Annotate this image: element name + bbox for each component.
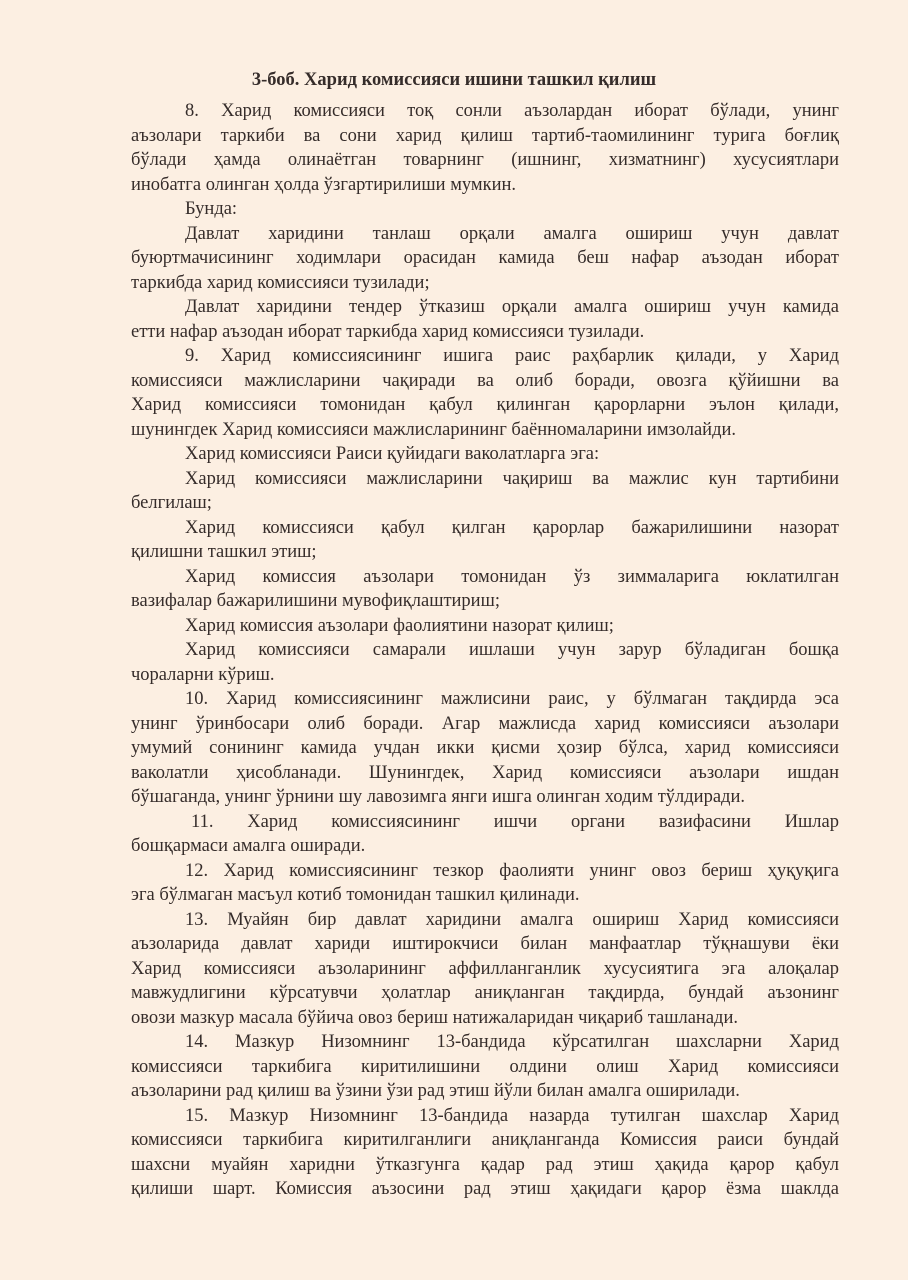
paragraph — [131, 908, 839, 1031]
text-line: бўлади ҳамда олинаётган товарнинг (ишнинг, хизматнинг) хусусиятлари — [131, 150, 839, 170]
paragraph — [131, 99, 839, 197]
text-line: 10. Харид комиссиясининг мажлисини раис, у бўлмаган тақдирда эса — [185, 689, 839, 709]
text-line: 15. Мазкур Низомнинг 13-бандида назарда тутилган шахслар Харид — [185, 1105, 839, 1126]
paragraph — [131, 222, 839, 296]
paragraph — [131, 638, 839, 687]
paragraph — [131, 516, 839, 565]
text-line: Бунда: — [185, 199, 238, 219]
paragraph — [131, 344, 839, 442]
text-line: аъзолари таркиби ва сони харид қилиш тартиб-таомилининг турига боғлиқ — [131, 125, 839, 146]
text-line: 9. Харид комиссиясининг ишига раис раҳбарлик қилади, у Харид — [185, 346, 839, 366]
text-line: комиссияси таркибига киритилганлиги аниқланганда Комиссия раиси бундай — [131, 1130, 839, 1150]
text-line: комиссияси таркибига киритилишини олдини олиш Харид комиссияси — [131, 1056, 839, 1077]
text-line: белгилаш; — [131, 493, 212, 513]
text-line: 13. Муайян бир давлат харидини амалга ошириш Харид комиссияси — [185, 909, 839, 930]
paragraph — [131, 295, 839, 344]
chapter-title: 3-боб. Харид комиссияси ишини ташкил қилиш — [251, 70, 657, 90]
text-line: унинг ўринбосари олиб боради. Агар мажлисда харид комиссияси аъзолари — [131, 713, 839, 734]
text-line: Харид комиссияси томонидан қабул қилинган қарорларни эълон қилади, — [131, 395, 839, 415]
text-line: Харид комиссияси қабул қилган қарорлар бажарилишини назорат — [185, 517, 839, 538]
text-line: бўшаганда, унинг ўрнини шу лавозимга янги ишга олинган ходим тўлдиради. — [131, 787, 745, 807]
text-line: 8. Харид комиссияси тоқ сонли аъзолардан иборат бўлади, унинг — [185, 101, 839, 121]
text-line: инобатга олинган ҳолда ўзгартирилиши мумкин. — [131, 174, 517, 195]
document-body — [131, 99, 839, 1202]
text-line: Харид комиссияси аъзоларининг аффилланганлик хусусиятига эга алоқалар — [131, 958, 839, 979]
text-line: 12. Харид комиссиясининг тезкор фаолияти унинг овоз бериш ҳуқуқига — [185, 860, 839, 881]
paragraph — [131, 467, 839, 516]
text-line: таркибда харид комиссияси тузилади; — [131, 272, 430, 293]
paragraph — [131, 687, 839, 810]
text-line: Харид комиссия аъзолари фаолиятини назорат қилиш; — [185, 615, 614, 636]
text-line: Давлат харидини танлаш орқали амалга ошириш учун давлат — [185, 223, 839, 244]
text-line: буюртмачисининг ходимлари орасидан камида беш нафар аъзодан иборат — [131, 248, 839, 268]
text-line: Харид комиссияси Раиси қуйидаги ваколатларга эга: — [185, 444, 600, 464]
text-line: комиссияси мажлисларини чақиради ва олиб боради, овозга қўйишни ва — [131, 370, 839, 391]
text-line: бошқармаси амалга оширади. — [131, 836, 366, 856]
text-line: 11. Харид комиссиясининг ишчи органи вазифасини Ишлар — [191, 811, 839, 832]
paragraph — [131, 859, 839, 908]
text-line: шунингдек Харид комиссияси мажлисларининг баённомаларини имзолайди. — [131, 419, 737, 440]
text-line: овози мазкур масала бўйича овоз бериш натижаларидан чиқариб ташланади. — [131, 1007, 738, 1028]
text-line: умумий сонининг камида учдан икки қисми ҳозир бўлса, харид комиссияси — [131, 738, 839, 758]
paragraph — [131, 565, 839, 614]
paragraph — [131, 614, 839, 639]
text-line: қилишни ташкил этиш; — [131, 542, 317, 562]
text-line: Харид комиссияси мажлисларини чақириш ва мажлис кун тартибини — [185, 468, 839, 489]
paragraph — [131, 810, 839, 859]
paragraph — [131, 197, 839, 222]
text-line: аъзоларини рад қилиш ва ўзини ўзи рад этиш йўли билан амалга оширилади. — [131, 1081, 740, 1101]
text-line: вазифалар бажарилишини мувофиқлаштириш; — [131, 591, 500, 611]
text-line: етти нафар аъзодан иборат таркибда харид комиссияси тузилади. — [131, 321, 645, 342]
paragraph — [131, 1030, 839, 1104]
text-line: Давлат харидини тендер ўтказиш орқали амалга ошириш учун камида — [185, 297, 839, 317]
text-line: мавжудлигини кўрсатувчи ҳолатлар аниқланган тақдирда, бундай аъзонинг — [131, 983, 839, 1003]
text-line: чораларни кўриш. — [131, 664, 275, 685]
text-line: ваколатли ҳисобланади. Шунингдек, Харид комиссияси аъзолари ишдан — [131, 762, 839, 783]
paragraph — [131, 1104, 839, 1202]
text-line: қилиши шарт. Комиссия аъзосини рад этиш ҳақидаги қарор ёзма шаклда — [131, 1179, 839, 1199]
text-line: аъзоларида давлат хариди иштирокчиси билан манфаатлар тўқнашуви ёки — [131, 934, 839, 954]
text-line: Харид комиссия аъзолари томонидан ўз зиммаларига юклатилган — [185, 566, 839, 587]
text-line: 14. Мазкур Низомнинг 13-бандида кўрсатилган шахсларни Харид — [185, 1032, 839, 1052]
text-line: шахсни муайян харидни ўтказгунга қадар рад этиш ҳақида қарор қабул — [131, 1154, 839, 1175]
text-line: Харид комиссияси самарали ишлаши учун зарур бўладиган бошқа — [185, 640, 839, 660]
paragraph — [131, 442, 839, 467]
text-line: эга бўлмаган масъул котиб томонидан ташкил қилинади. — [131, 885, 580, 905]
